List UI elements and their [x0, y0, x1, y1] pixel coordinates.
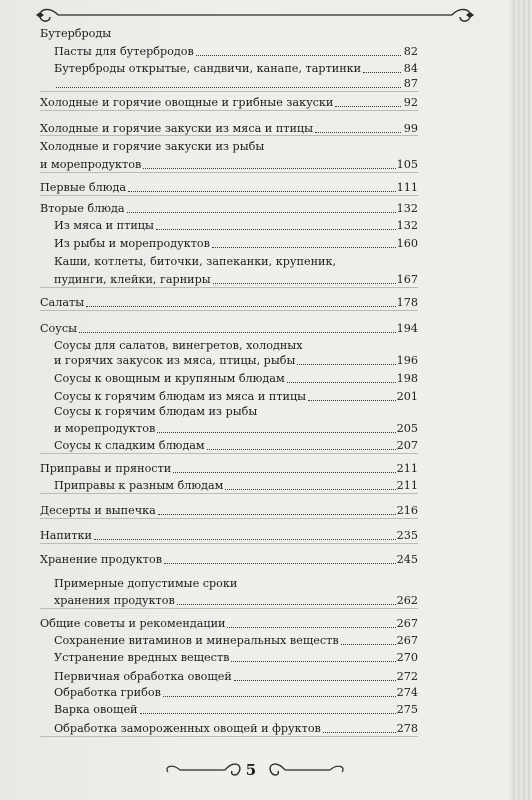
- leader-dots: [173, 472, 395, 473]
- toc-entry-title: Салаты: [40, 296, 85, 309]
- toc-section: [40, 122, 418, 136]
- toc-entry[interactable]: [40, 422, 418, 436]
- toc-entry-page: 178: [396, 296, 418, 309]
- toc-entry[interactable]: [40, 439, 418, 453]
- toc-entry-page: 84: [403, 62, 418, 75]
- leader-dots: [156, 229, 396, 230]
- toc-entry-page: 160: [396, 237, 418, 250]
- leader-dots: [231, 661, 395, 662]
- leader-dots: [234, 680, 396, 681]
- toc-section: [40, 462, 418, 494]
- toc-entry-page: 275: [396, 703, 418, 716]
- toc-entry-title: Пасты для бутербродов: [54, 45, 194, 58]
- toc-entry[interactable]: [40, 479, 418, 493]
- toc-entry[interactable]: [40, 237, 418, 251]
- leader-dots: [297, 364, 395, 365]
- toc-entry-page: 267: [396, 634, 418, 647]
- leader-dots: [94, 539, 396, 540]
- toc-entry[interactable]: [40, 670, 418, 684]
- leader-dots: [212, 247, 396, 248]
- toc-entry-page: 262: [396, 594, 418, 607]
- leader-dots: [164, 563, 396, 564]
- toc-entry[interactable]: [40, 372, 418, 386]
- toc-entry-title: Из мяса и птицы: [54, 219, 154, 232]
- leader-dots: [227, 627, 395, 628]
- toc-entry[interactable]: [40, 634, 418, 648]
- toc-entry-title: Холодные и горячие овощные и грибные закуски: [40, 96, 334, 109]
- leader-dots: [86, 306, 396, 307]
- leader-dots: [158, 514, 396, 515]
- toc-entry-page: 201: [396, 390, 418, 403]
- toc-entry-title: Первичная обработка овощей: [54, 670, 232, 683]
- toc-entry-title: Соусы к горячим блюдам из мяса и птицы: [54, 390, 307, 403]
- toc-entry-title: Напитки: [40, 529, 92, 542]
- toc-entry[interactable]: [40, 296, 418, 310]
- toc-entry-title: Приправы и пряности: [40, 462, 172, 475]
- leader-dots: [140, 713, 396, 714]
- toc-entry-page: 99: [403, 122, 418, 135]
- toc-section: [40, 553, 418, 609]
- toc-entry[interactable]: [40, 651, 418, 665]
- toc-entry-title: Примерные допустимые сроки: [54, 577, 238, 590]
- toc-entry-title: Обработка замороженных овощей и фруктов: [54, 722, 321, 735]
- toc-entry-page: 132: [396, 202, 418, 215]
- toc-section: [40, 140, 418, 173]
- toc-section: [40, 617, 418, 737]
- toc-entry-title: Приправы к разным блюдам: [54, 479, 224, 492]
- toc-entry-title: Сохранение витаминов и минеральных веществ: [54, 634, 339, 647]
- toc-entry-title: Общие советы и рекомендации: [40, 617, 226, 630]
- leader-dots: [335, 106, 401, 107]
- leader-dots: [157, 432, 395, 433]
- toc-entry-page: 205: [396, 422, 418, 435]
- toc-entry[interactable]: [40, 158, 418, 172]
- toc-entry-title: Соусы к горячим блюдам из рыбы: [54, 405, 258, 418]
- toc-entry-title: Соусы к сладким блюдам: [54, 439, 205, 452]
- toc-section: [40, 96, 418, 111]
- toc-entry-title: Варка овощей: [54, 703, 138, 716]
- toc-entry-page: 207: [396, 439, 418, 452]
- toc-entry-page: 198: [396, 372, 418, 385]
- toc-entry-title: Холодные и горячие закуски из мяса и птицы: [40, 122, 314, 135]
- leader-dots: [341, 644, 396, 645]
- toc-entry-title: Устранение вредных веществ: [54, 651, 230, 664]
- toc-entry-title: и морепродуктов: [54, 422, 156, 435]
- toc-entry[interactable]: [40, 354, 418, 368]
- page-number: 5: [245, 761, 257, 779]
- toc-entry-page: 167: [396, 273, 418, 286]
- toc-section: [40, 504, 418, 519]
- toc-entry[interactable]: [40, 27, 418, 41]
- toc-entry-title: Десерты и выпечка: [40, 504, 156, 517]
- toc-entry-title: Соусы: [40, 322, 78, 335]
- toc-entry-page: 235: [396, 529, 418, 542]
- toc-entry-page: 216: [396, 504, 418, 517]
- leader-dots: [315, 132, 401, 133]
- toc-entry[interactable]: [40, 594, 418, 608]
- leader-dots: [213, 283, 396, 284]
- toc-entry[interactable]: [40, 722, 418, 736]
- toc-entry[interactable]: [40, 617, 418, 631]
- page-edge: [510, 0, 532, 800]
- leader-dots: [128, 191, 396, 192]
- toc-entry-page: 267: [396, 617, 418, 630]
- toc-section: [40, 296, 418, 311]
- toc-entry-page: 82: [403, 45, 418, 58]
- toc-entry-title: Бутерброды открытые, сандвичи, канапе, тартинки: [54, 62, 362, 75]
- toc-entry-title: Первые блюда: [40, 181, 127, 194]
- toc-entry[interactable]: [40, 255, 418, 269]
- toc-entry[interactable]: [40, 273, 418, 287]
- leader-dots: [196, 55, 401, 56]
- toc-entry[interactable]: [40, 45, 418, 59]
- toc-section: [40, 322, 418, 454]
- leader-dots: [127, 212, 396, 213]
- leader-dots: [163, 696, 396, 697]
- toc-entry[interactable]: [40, 339, 418, 353]
- toc-entry-page: 196: [396, 354, 418, 367]
- toc-entry[interactable]: [40, 62, 418, 76]
- toc-section: [40, 181, 418, 196]
- toc-entry[interactable]: [40, 390, 418, 404]
- toc-entry-title: Холодные и горячие закуски из рыбы: [40, 140, 265, 153]
- toc-entry[interactable]: [40, 529, 418, 543]
- toc-entry-title: Вторые блюда: [40, 202, 125, 215]
- toc-entry-page: 132: [396, 219, 418, 232]
- toc-entry[interactable]: [40, 703, 418, 717]
- toc-entry-page: 87: [403, 77, 418, 90]
- toc-entry-title: Бутерброды: [40, 27, 112, 40]
- toc-entry-page: 105: [396, 158, 418, 171]
- toc-entry[interactable]: [40, 181, 418, 195]
- toc-entry[interactable]: [40, 686, 418, 700]
- toc-entry-page: 92: [403, 96, 418, 109]
- toc-entry-page: 211: [396, 479, 418, 492]
- toc-entry-page: 274: [396, 686, 418, 699]
- leader-dots: [143, 168, 395, 169]
- toc-entry-page: 194: [396, 322, 418, 335]
- toc-entry-title: Обработка грибов: [54, 686, 161, 699]
- toc-entry-page: 211: [396, 462, 418, 475]
- leader-dots: [207, 449, 396, 450]
- toc-entry[interactable]: [40, 553, 418, 567]
- toc-entry[interactable]: [40, 122, 418, 136]
- toc-entry[interactable]: [40, 504, 418, 518]
- toc-entry-title: Каши, котлеты, биточки, запеканки, крупеник,: [54, 255, 337, 268]
- toc-section: [40, 529, 418, 544]
- toc-entry-title: и горячих закусок из мяса, птицы, рыбы: [54, 354, 296, 367]
- toc-entry-title: Хранение продуктов: [40, 553, 163, 566]
- leader-dots: [323, 732, 396, 733]
- toc-entry[interactable]: [40, 322, 418, 336]
- toc-entry-title: хранения продуктов: [54, 594, 175, 607]
- toc-section: [40, 27, 418, 92]
- leader-dots: [79, 332, 396, 333]
- toc-entry[interactable]: [40, 96, 418, 110]
- toc-entry-title: Соусы для салатов, винегретов, холодных: [54, 339, 303, 352]
- leader-dots: [225, 489, 395, 490]
- toc-entry[interactable]: [40, 77, 418, 91]
- leader-dots: [287, 382, 396, 383]
- toc-entry-title: Из рыбы и морепродуктов: [54, 237, 210, 250]
- toc-entry[interactable]: [40, 462, 418, 476]
- toc-entry-page: 245: [396, 553, 418, 566]
- leader-dots: [177, 604, 396, 605]
- toc-entry-title: пудинги, клейки, гарниры: [54, 273, 211, 286]
- leader-dots: [363, 72, 401, 73]
- toc-entry[interactable]: [40, 405, 418, 419]
- toc-section: [40, 202, 418, 288]
- toc-entry[interactable]: [40, 577, 418, 591]
- toc-entry-title: Соусы к овощным и крупяным блюдам: [54, 372, 285, 385]
- leader-dots: [308, 400, 396, 401]
- toc-entry-title: и морепродуктов: [40, 158, 142, 171]
- toc-entry-page: 111: [396, 181, 418, 194]
- toc-entry-page: 278: [396, 722, 418, 735]
- toc-entry[interactable]: [40, 202, 418, 216]
- toc-entry-page: 270: [396, 651, 418, 664]
- toc-entry[interactable]: [40, 140, 418, 154]
- toc-entry[interactable]: [40, 219, 418, 233]
- toc-entry-page: 272: [396, 670, 418, 683]
- leader-dots: [56, 87, 401, 88]
